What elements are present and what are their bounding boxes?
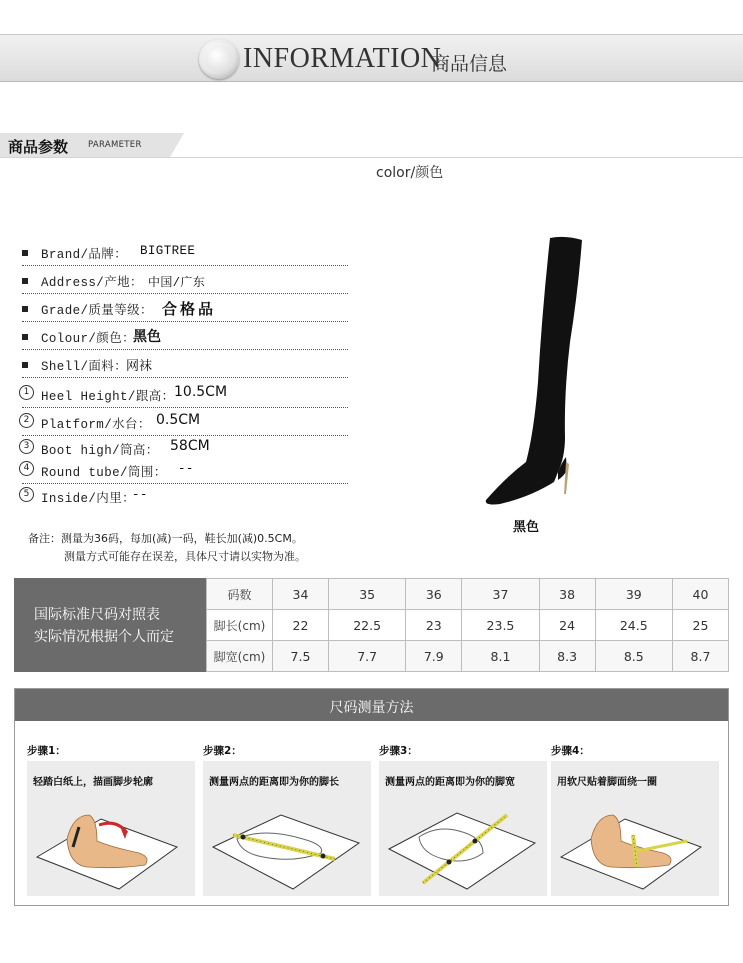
bullet-icon [22,278,28,284]
bullet-icon [22,334,28,340]
step-card [203,761,371,896]
spec-label: Colour/颜色： [41,332,136,346]
spec-label: Platform/水台： [41,418,151,432]
table-cell: 8.1 [462,641,539,672]
table-cell: 34 [273,579,329,610]
spec-label: Shell/面料： [41,360,128,374]
spec-row-shell [22,352,348,378]
spec-row-grade [22,296,348,322]
spec-value: 合格品 [162,300,217,318]
step-text: 测量两点的距离即为你的脚长 [209,777,339,788]
spec-value: 0.5CM [156,412,201,428]
information-banner [0,34,743,82]
spec-label: Brand/品牌： [41,248,128,262]
step-text: 轻踏白纸上，描画脚步轮廓 [33,777,153,788]
table-cell: 7.9 [406,641,462,672]
step-card [27,761,195,896]
step-label: 步骤1： [27,745,66,757]
parameter-tab [0,133,170,157]
spec-label: Heel Height/跟高： [41,390,175,404]
table-row [207,641,729,672]
size-chart-title-panel [14,578,206,672]
spec-label: Grade/质量等级： [41,304,153,318]
spec-row-colour [22,324,348,350]
circle-ornament-icon [199,39,239,79]
measurement-panel [14,688,729,906]
spec-value: 中国/广东 [148,276,206,290]
color-label: color/颜色 [376,165,444,181]
table-cell: 24 [539,610,595,641]
table-cell: 25 [672,610,728,641]
spec-row-inside [22,484,348,510]
spec-row-platform [22,410,348,436]
foot-width-illustration [379,797,547,893]
spec-value: 10.5CM [174,384,228,400]
bullet-icon [22,362,28,368]
table-cell: 23 [406,610,462,641]
foot-length-illustration [203,797,371,893]
table-cell: 8.3 [539,641,595,672]
table-cell: 22.5 [329,610,406,641]
step-label: 步骤4： [551,745,590,757]
number-1-icon: 1 [19,385,34,400]
table-cell: 7.7 [329,641,406,672]
trace-foot-illustration [27,797,195,893]
table-cell: 8.7 [672,641,728,672]
step-text: 用软尺贴着脚面绕一圈 [557,777,657,788]
spec-label: Boot high/筒高： [41,444,159,458]
table-cell: 37 [462,579,539,610]
bullet-icon [22,306,28,312]
spec-value: 58CM [170,438,210,454]
table-cell: 7.5 [273,641,329,672]
table-cell: 24.5 [595,610,672,641]
table-row [207,579,729,610]
row-header: 脚长(cm) [207,610,273,641]
spec-label: Inside/内里： [41,492,136,506]
size-chart-subtitle: 实际情况根据个人而定 [34,629,174,645]
spec-row-heel-height [22,382,348,408]
number-2-icon: 2 [19,413,34,428]
table-cell: 39 [595,579,672,610]
foot-circumference-illustration [551,797,719,893]
row-header: 脚宽(cm) [207,641,273,672]
table-row [207,610,729,641]
size-chart [14,578,729,672]
bullet-icon [22,250,28,256]
table-cell: 8.5 [595,641,672,672]
number-4-icon: 4 [19,461,34,476]
measurement-title: 尺码测量方法 [329,700,414,716]
number-5-icon: 5 [19,487,34,502]
step-card [551,761,719,896]
spec-row-address [22,268,348,294]
table-cell: 38 [539,579,595,610]
spec-value: 网袜 [126,359,153,374]
boot-caption: 黑色 [513,520,540,535]
number-3-icon: 3 [19,439,34,454]
spec-value: 黑色 [133,329,161,345]
parameter-title-zh: 商品参数 [8,138,69,156]
spec-row-brand [22,240,348,266]
table-cell: 36 [406,579,462,610]
step-text: 测量两点的距离即为你的脚宽 [385,777,515,788]
step-label: 步骤2： [203,745,242,757]
size-chart-title: 国际标准尺码对照表 [34,607,160,623]
parameter-title-en: PARAMETER [88,140,142,150]
spec-label: Address/产地： [41,276,143,290]
measurement-header [15,689,728,721]
spec-row-round-tube [22,458,348,484]
spec-value: BIGTREE [140,244,196,258]
banner-title-en: INFORMATION [243,43,442,74]
boot-image [470,232,610,517]
table-cell: 40 [672,579,728,610]
table-cell: 35 [329,579,406,610]
note-line-2: 测量方式可能存在误差，具体尺寸请以实物为准。 [64,550,306,563]
step-label: 步骤3： [379,745,418,757]
row-header: 码数 [207,579,273,610]
divider [0,157,743,158]
spec-label: Round tube/筒围： [41,466,167,480]
table-cell: 22 [273,610,329,641]
spec-value: -- [132,488,148,502]
note-line-1: 备注：测量为36码，每加(减)一码，鞋长加(减)0.5CM。 [28,532,303,545]
spec-value: -- [178,462,194,476]
banner-title-zh: 商品信息 [431,53,508,75]
table-cell: 23.5 [462,610,539,641]
size-chart-table [206,578,729,672]
step-card [379,761,547,896]
